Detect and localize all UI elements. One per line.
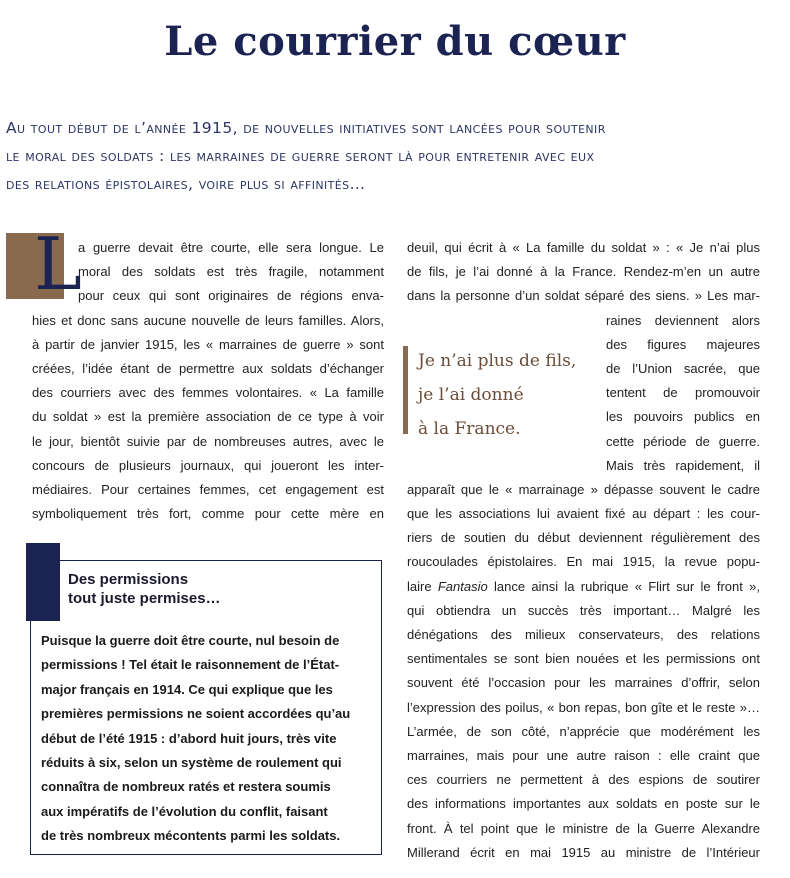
- pull-quote-line: je l’ai donné: [418, 385, 524, 405]
- text-line: apparaît que le « marrainage » dépasse souvent le cadre: [407, 481, 760, 497]
- sidebar-line: major français en 1914. Ce qui explique que les: [41, 681, 333, 697]
- text-line: Mais très rapidement, il: [606, 457, 760, 473]
- text-line: de l’Union sacrée, que: [606, 360, 760, 376]
- text-line: ces courriers ne permettent à des espions de soutirer: [407, 772, 760, 788]
- text-line: médiaires. Pour certaines femmes, cet engagement est: [32, 481, 384, 497]
- dropcap-letter: L: [34, 222, 82, 306]
- text-line: deuil, qui écrit à « La famille du soldat » : « Je n’ai plus: [407, 240, 760, 255]
- sidebar-line: permissions ! Tel était le raisonnement de l’État-: [41, 657, 340, 673]
- pull-quote-bar: [403, 346, 408, 434]
- text-line: sentimentales se sont bien nouées et les permissions ont: [407, 651, 760, 667]
- sidebar-body: [41, 629, 373, 849]
- text-line: tentent de promouvoir: [606, 385, 760, 401]
- sidebar-title: [68, 570, 221, 608]
- text-line: le jour, bientôt suivie par de nombreuses autres, avec le: [32, 433, 384, 449]
- text-line: moral des soldats est très fragile, notamment: [78, 264, 384, 280]
- sidebar-title-line: tout juste permises…: [68, 590, 221, 607]
- text-line: concours de plusieurs journaux, qui joueront les inter-: [32, 457, 384, 473]
- text-line: souvent été l’occasion pour les marraines d’offrir, selon: [407, 675, 760, 691]
- text-line: marraines, mais pour une autre raison : elle craint que: [407, 747, 760, 763]
- sidebar-title-line: Des permissions: [68, 571, 189, 588]
- text-line: de fils, je l’ai donné à la France. Rendez-m’en un autre: [407, 264, 760, 280]
- text-line: les pouvoirs publics en: [606, 409, 760, 425]
- text-line: des courriers avec des femmes volontaires. « La famille: [32, 385, 384, 401]
- sidebar-line: début de l’été 1915 : d’abord huit jours, très vite: [41, 730, 337, 746]
- text-line: roucoulades épistolaires. En mai 1915, la revue popu-: [407, 554, 760, 570]
- pull-quote-line: Je n’ai plus de fils,: [418, 351, 577, 371]
- pull-quote-text: [418, 344, 576, 446]
- text-line: a guerre devait être courte, elle sera longue. Le: [78, 240, 384, 255]
- pull-quote-line: à la France.: [418, 419, 521, 439]
- sidebar-box: [30, 560, 382, 855]
- sidebar-line: Puisque la guerre doit être courte, nul besoin de: [41, 633, 340, 648]
- sidebar-line: aux impératifs de l’évolution du conflit, faisant: [41, 803, 328, 819]
- intro-line: des relations épistolaires, voire plus si affinités…: [6, 175, 366, 193]
- text-line: que les associations lui avaient fixé au départ : les cour-: [407, 506, 760, 522]
- sidebar-tab: [26, 543, 60, 621]
- text-line: raines deviennent alors: [606, 312, 760, 328]
- text-line: riers de soutien du début deviennent régulièrement des: [407, 530, 760, 546]
- text-line: créées, l’idée étant de permettre aux soldats d’échanger: [32, 360, 384, 376]
- text-line: qui obtiendra un succès très important… Malgré les: [407, 602, 760, 618]
- text-line: des informations importantes aux soldats en poste sur le: [407, 796, 760, 812]
- sidebar-line: connaîtra de nombreux ratés et restera soumis: [41, 779, 331, 795]
- text-line: L’armée, de son côté, n’apprécie que modérément les: [407, 723, 760, 739]
- sidebar-line: premières permissions ne soient accordées qu’au: [41, 706, 351, 722]
- text-line: dénégations des milieux conservateurs, des relations: [407, 627, 760, 642]
- text-line: laire Fantasio lance ainsi la rubrique « Flirt sur le front »,: [407, 578, 760, 594]
- intro-line: Au tout début de l’année 1915, de nouvelles initiatives sont lancées pour soutenir: [6, 119, 606, 137]
- text-line: cette période de guerre.: [606, 433, 760, 449]
- text-line: Millerand écrit en mai 1915 au ministre de l’Intérieur: [407, 844, 760, 860]
- page-title: Le courrier du cœur: [164, 18, 626, 65]
- text-line: pour ceux qui sont originaires de régions enva-: [78, 288, 384, 304]
- sidebar-line: réduits à six, selon un système de roulement qui: [41, 755, 342, 771]
- text-line: dans la personne d’un soldat séparé des siens. » Les mar-: [407, 288, 760, 304]
- text-line: hies et donc sans aucune nouvelle de leurs familles. Alors,: [32, 312, 384, 328]
- text-line: des figures majeures: [606, 336, 760, 352]
- text-line: l’expression des poilus, « bon repas, bon gîte et le reste »…: [407, 699, 760, 715]
- text-line: du soldat » est la première association de ce type à voir: [32, 409, 384, 425]
- text-line: symboliquement très fort, comme pour cette mère en: [32, 506, 384, 522]
- left-column: [32, 236, 384, 526]
- sidebar-line: de très nombreux mécontents parmi les soldats.: [41, 828, 341, 844]
- intro-line: le moral des soldats : les marraines de guerre seront là pour entretenir avec eux: [6, 147, 595, 165]
- magazine-title: Fantasio: [437, 578, 488, 594]
- right-column: [407, 236, 760, 865]
- intro-paragraph: [6, 114, 786, 198]
- text-line: à partir de janvier 1915, les « marraines de guerre » sont: [32, 336, 384, 352]
- text-line: front. À tel point que le ministre de la Guerre Alexandre: [407, 820, 760, 836]
